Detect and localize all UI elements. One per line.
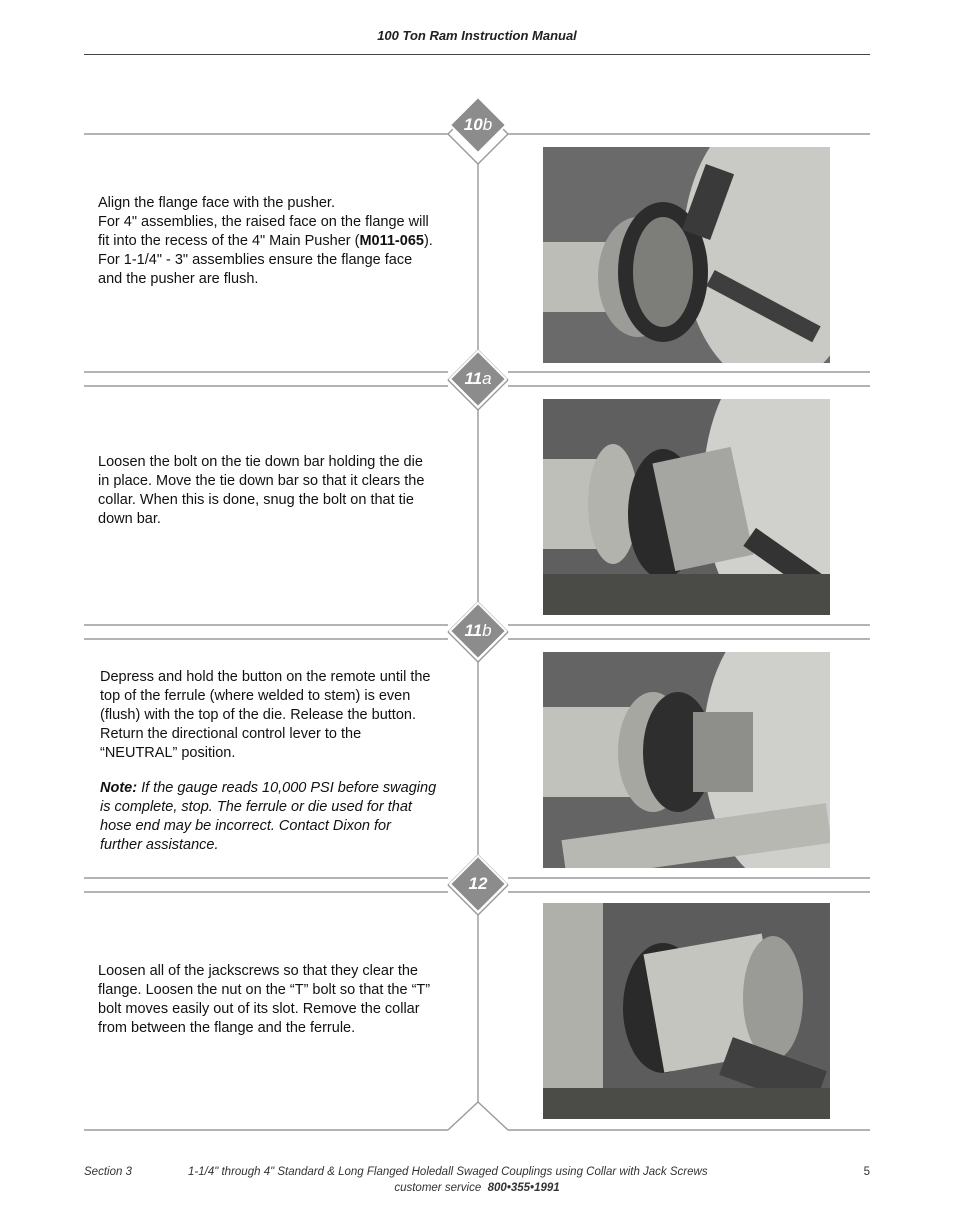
step-12-text: Loosen all of the jackscrews so that they clear the flange. Loosen the nut on the “T” bolt so that the “T” bolt moves easily out of its slot. Remove the collar from between the flange and the ferrule. — [98, 963, 431, 1036]
footer-title: 1-1/4" through 4" Standard & Long Flanged Holedall Swaged Couplings using Collar with Jack Screws — [188, 1166, 708, 1178]
step-10b-photo — [543, 147, 830, 363]
step-badge-10b: 10 b — [448, 95, 508, 155]
footer-section: Section 3 — [84, 1166, 132, 1178]
step-10b-text: Align the flange face with the pusher. For 4" assemblies, the raised face on the flange will fit into the recess of the 4" Main Pusher (M011-065). For 1-1/4" - 3" assemblies ensure the flange face and the pusher are flush. — [98, 195, 433, 287]
step-12-photo — [543, 903, 830, 1119]
step-11b-text: Depress and hold the button on the remote until the top of the ferrule (where welded to stem) is even (flush) with the top of the die. Release the button. Return the directional control lever to the “NEUTRAL” position. Note: If the gauge reads 10,000 PSI before swaging is complete, stop. The ferrule or die used for that hose end may be incorrect. Contact Dixon for further assistance. — [100, 668, 470, 855]
page-number: 5 — [863, 1166, 870, 1178]
step-11a-text: Loosen the bolt on the tie down bar holding the die in place. Move the tie down bar so that it clears the collar. When this is done, snug the bolt on that tie down bar. — [98, 454, 425, 527]
part-number: M011-065 — [359, 233, 424, 249]
manual-title: 100 Ton Ram Instruction Manual — [377, 28, 577, 43]
step-badge-12: 12 — [448, 854, 508, 914]
step-badge-11a: 11 a — [448, 349, 508, 409]
customer-service-phone: 800•355•1991 — [487, 1182, 560, 1194]
step-badge-11b: 11 b — [448, 601, 508, 661]
step-11a-photo — [543, 399, 830, 615]
customer-service: customer service 800•355•1991 — [394, 1182, 560, 1194]
note-text: Note: If the gauge reads 10,000 PSI before swaging — [100, 780, 437, 796]
step-11b-photo — [543, 652, 830, 868]
